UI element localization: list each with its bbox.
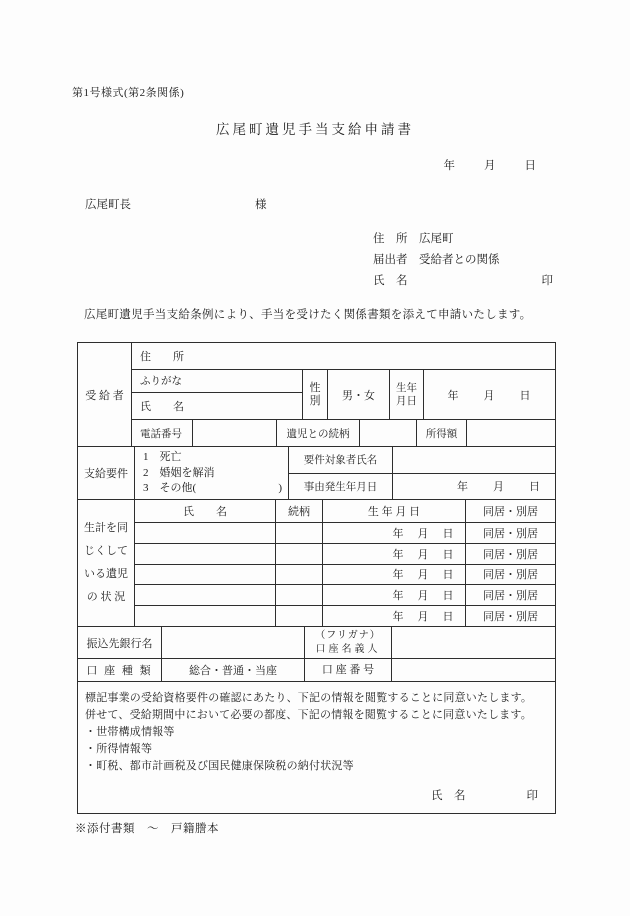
recipient-section: [78, 343, 555, 446]
children-col-relation: 続柄: [275, 500, 322, 522]
child-relation-field: [275, 544, 322, 564]
children-col-name: 氏 名: [183, 505, 227, 518]
account-holder-label: （フリガナ） 口座名義人: [304, 627, 391, 658]
child-name-field: [135, 544, 275, 564]
recipient-sex-label: 性 別: [302, 370, 327, 419]
page-title: 広尾町遺児手当支給申請書: [216, 122, 414, 137]
addressee-honorific: 様: [255, 199, 267, 211]
account-type-options: 総合・普通・当座: [161, 659, 304, 681]
requirements-section: [78, 446, 555, 499]
bank-row: [78, 626, 555, 658]
requirement-option-death: 1 死亡: [143, 451, 182, 464]
account-holder-field: [391, 627, 555, 658]
child-name-field: [135, 585, 275, 605]
addressee-line: [85, 196, 267, 212]
children-col-living: 同居・別居: [465, 500, 555, 522]
intro-sentence: 広尾町遺児手当支給条例により、手当を受けたく関係書類を添えて申請いたします。: [84, 309, 532, 321]
account-type-label: 口 座 種 類: [86, 665, 153, 677]
child-birthdate-field: 年 月 日: [322, 565, 465, 585]
target-person-name-label: 要件対象者氏名: [303, 455, 378, 467]
recipient-relation-field: [359, 420, 416, 446]
declarant-block: [373, 229, 553, 292]
consent-line: 標記事業の受給資格要件の確認にあたり、下記の情報を閲覧することに同意いたします。: [85, 692, 533, 704]
declarant-role-line: 届出者 受給者との関係: [373, 254, 500, 266]
account-number-field: [391, 659, 555, 681]
recipient-birthdate-label: 生年 月日: [389, 370, 423, 419]
recipient-furigana-field: ふりがな: [140, 376, 182, 388]
requirements-section-label: 支給要件: [84, 468, 128, 480]
children-header-row: [135, 500, 555, 522]
child-living-choice: 同居・別居: [465, 585, 555, 605]
child-row: [135, 584, 555, 605]
child-row: [135, 522, 555, 543]
child-living-choice: 同居・別居: [465, 523, 555, 543]
consent-bullet: ・世帯構成情報等: [85, 726, 175, 738]
child-name-field: [135, 523, 275, 543]
consent-name-label: 氏 名: [431, 790, 466, 802]
recipient-relation-label: 遺児との続柄: [276, 420, 359, 446]
requirements-options: [134, 447, 288, 499]
recipient-name-block: [132, 370, 302, 419]
child-row: [135, 564, 555, 585]
recipient-phone-field: [192, 420, 276, 446]
child-living-choice: 同居・別居: [465, 606, 555, 626]
consent-bullet: ・町税、都市計画税及び国民健康保険税の納付状況等: [85, 760, 354, 772]
declarant-address-line: 住 所 広尾町: [373, 233, 454, 245]
consent-line: 併せて、受給期間中において必要の都度、下記の情報を閲覧することに同意いたします。: [85, 709, 532, 721]
child-relation-field: [275, 585, 322, 605]
declarant-name-line: [373, 271, 553, 292]
recipient-phone-label: 電話番号: [140, 428, 182, 440]
children-section: [78, 499, 555, 626]
child-birthdate-field: 年 月 日: [322, 544, 465, 564]
addressee-name: 広尾町長: [85, 199, 131, 211]
bank-name-field: [161, 627, 304, 658]
bank-name-label: 振込先銀行名: [86, 637, 153, 650]
child-relation-field: [275, 606, 322, 626]
application-table: [77, 342, 556, 814]
consent-section: [78, 681, 555, 815]
requirement-option-divorce: 2 婚姻を解消: [143, 466, 215, 479]
child-relation-field: [275, 523, 322, 543]
recipient-section-label: 受 給 者: [85, 389, 124, 402]
form-number: 第1号様式(第2条関係): [72, 87, 185, 99]
children-col-birthdate: 生 年 月 日: [322, 500, 465, 522]
account-row: [78, 658, 555, 681]
child-birthdate-field: 年 月 日: [322, 606, 465, 626]
recipient-birthdate-field: 年 月 日: [423, 370, 555, 419]
event-date-label: 事由発生年月日: [303, 481, 378, 493]
requirement-option-other: 3 その他( ): [143, 482, 282, 495]
children-section-label: 生計を同 じくして いる遺児 の 状 況: [84, 522, 128, 603]
child-name-field: [135, 565, 275, 585]
consent-seal-mark: 印: [526, 790, 538, 802]
child-name-field: [135, 606, 275, 626]
consent-signature-line: [85, 787, 548, 803]
target-person-name-field: [392, 447, 555, 473]
account-number-label: 口 座 番 号: [304, 659, 391, 681]
child-living-choice: 同居・別居: [465, 544, 555, 564]
child-living-choice: 同居・別居: [465, 565, 555, 585]
date-line: 年 月 日: [443, 160, 538, 172]
recipient-sex-options: 男・女: [327, 370, 389, 419]
consent-bullet: ・所得情報等: [85, 743, 153, 755]
child-relation-field: [275, 565, 322, 585]
event-date-field: 年 月 日: [392, 474, 555, 500]
recipient-name-field: 氏 名: [132, 392, 302, 419]
declarant-name-label: 氏 名: [373, 275, 408, 287]
child-row: [135, 543, 555, 564]
attachment-note: ※添付書類 ～ 戸籍謄本: [75, 823, 219, 835]
recipient-income-field: [466, 420, 555, 446]
recipient-address-field: 住 所: [140, 351, 184, 363]
recipient-income-label: 所得額: [416, 420, 466, 446]
child-birthdate-field: 年 月 日: [322, 523, 465, 543]
child-row: [135, 605, 555, 626]
declarant-seal-mark: 印: [541, 275, 553, 287]
child-birthdate-field: 年 月 日: [322, 585, 465, 605]
